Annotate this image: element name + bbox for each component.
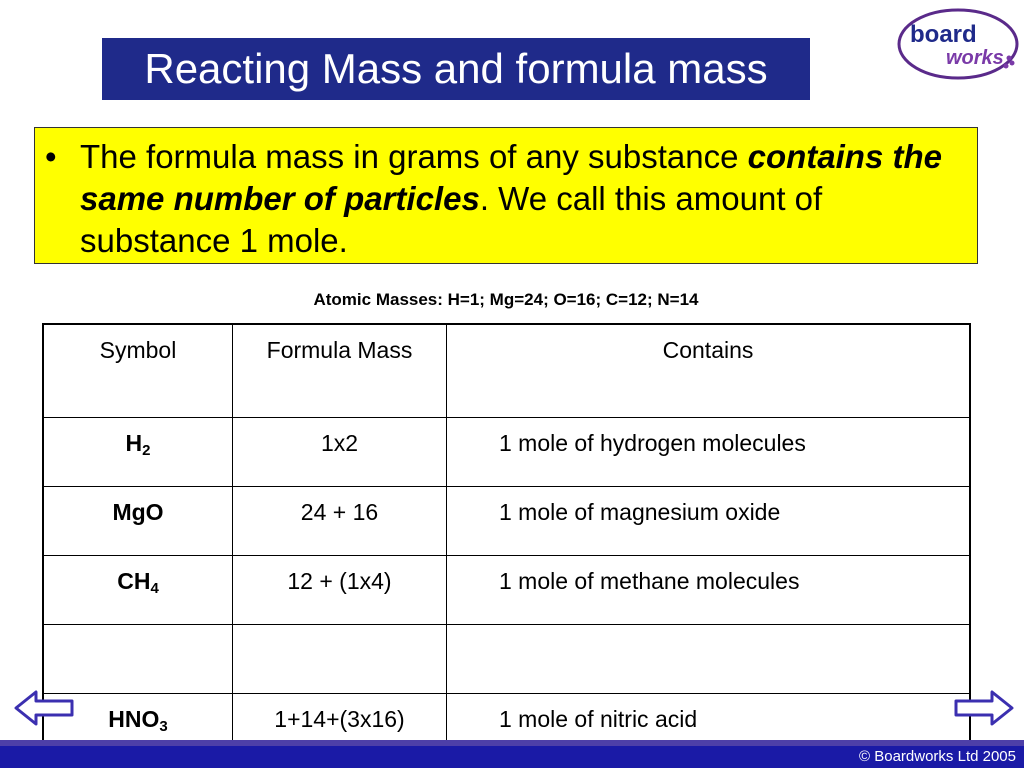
- left-arrow-icon[interactable]: [14, 688, 74, 728]
- header-symbol: Symbol: [43, 324, 233, 418]
- table-row: [43, 487, 970, 556]
- slide-title: Reacting Mass and formula mass: [102, 38, 810, 100]
- symbol-cell: [43, 418, 233, 487]
- key-point-box: [34, 127, 978, 264]
- header-contains: Contains: [447, 324, 971, 418]
- table-spacer-row: [43, 625, 970, 694]
- contains-cell: 1 mole of magnesium oxide: [447, 487, 971, 556]
- table-row: [43, 556, 970, 625]
- table-row: [43, 418, 970, 487]
- bullet-icon: •: [45, 138, 57, 175]
- bullet-emphasis: contains the same number of particles: [80, 138, 942, 217]
- symbol-text: H: [125, 430, 143, 456]
- contains-cell: 1 mole of hydrogen molecules: [447, 418, 971, 487]
- spacer-cell: [43, 625, 233, 694]
- symbol-text: HNO: [108, 706, 160, 732]
- symbol-subscript: 3: [159, 718, 168, 735]
- copyright-footer: © Boardworks Ltd 2005: [0, 746, 1024, 768]
- bullet-text-end: . We call this amount of substance 1 mole.: [80, 180, 823, 259]
- formula-mass-cell: 12 + (1x4): [233, 556, 447, 625]
- symbol-cell: [43, 487, 233, 556]
- bullet-text-start: The formula mass in grams of any substance: [80, 138, 748, 175]
- logo-line1: board: [910, 21, 977, 48]
- symbol-subscript: 4: [150, 580, 159, 597]
- atomic-masses-caption: Atomic Masses: H=1; Mg=24; O=16; C=12; N=14: [313, 290, 699, 309]
- symbol-subscript: 2: [142, 442, 151, 459]
- formula-mass-table: [42, 323, 971, 764]
- formula-mass-cell: 24 + 16: [233, 487, 447, 556]
- spacer-cell: [233, 625, 447, 694]
- right-arrow-icon[interactable]: [954, 688, 1014, 728]
- symbol-text: MgO: [112, 499, 164, 525]
- formula-mass-cell: 1x2: [233, 418, 447, 487]
- symbol-cell: [43, 556, 233, 625]
- contains-cell: 1 mole of methane molecules: [447, 556, 971, 625]
- symbol-text: CH: [117, 568, 151, 594]
- contains-cell: 1 mole of nitric acid: [447, 694, 971, 764]
- logo-line2: works: [946, 47, 1004, 69]
- spacer-cell: [447, 625, 971, 694]
- table-header-row: [43, 324, 970, 418]
- boardworks-logo: [896, 6, 1020, 82]
- header-formula-mass: Formula Mass: [233, 324, 447, 418]
- formula-mass-cell: 1+14+(3x16): [233, 694, 447, 764]
